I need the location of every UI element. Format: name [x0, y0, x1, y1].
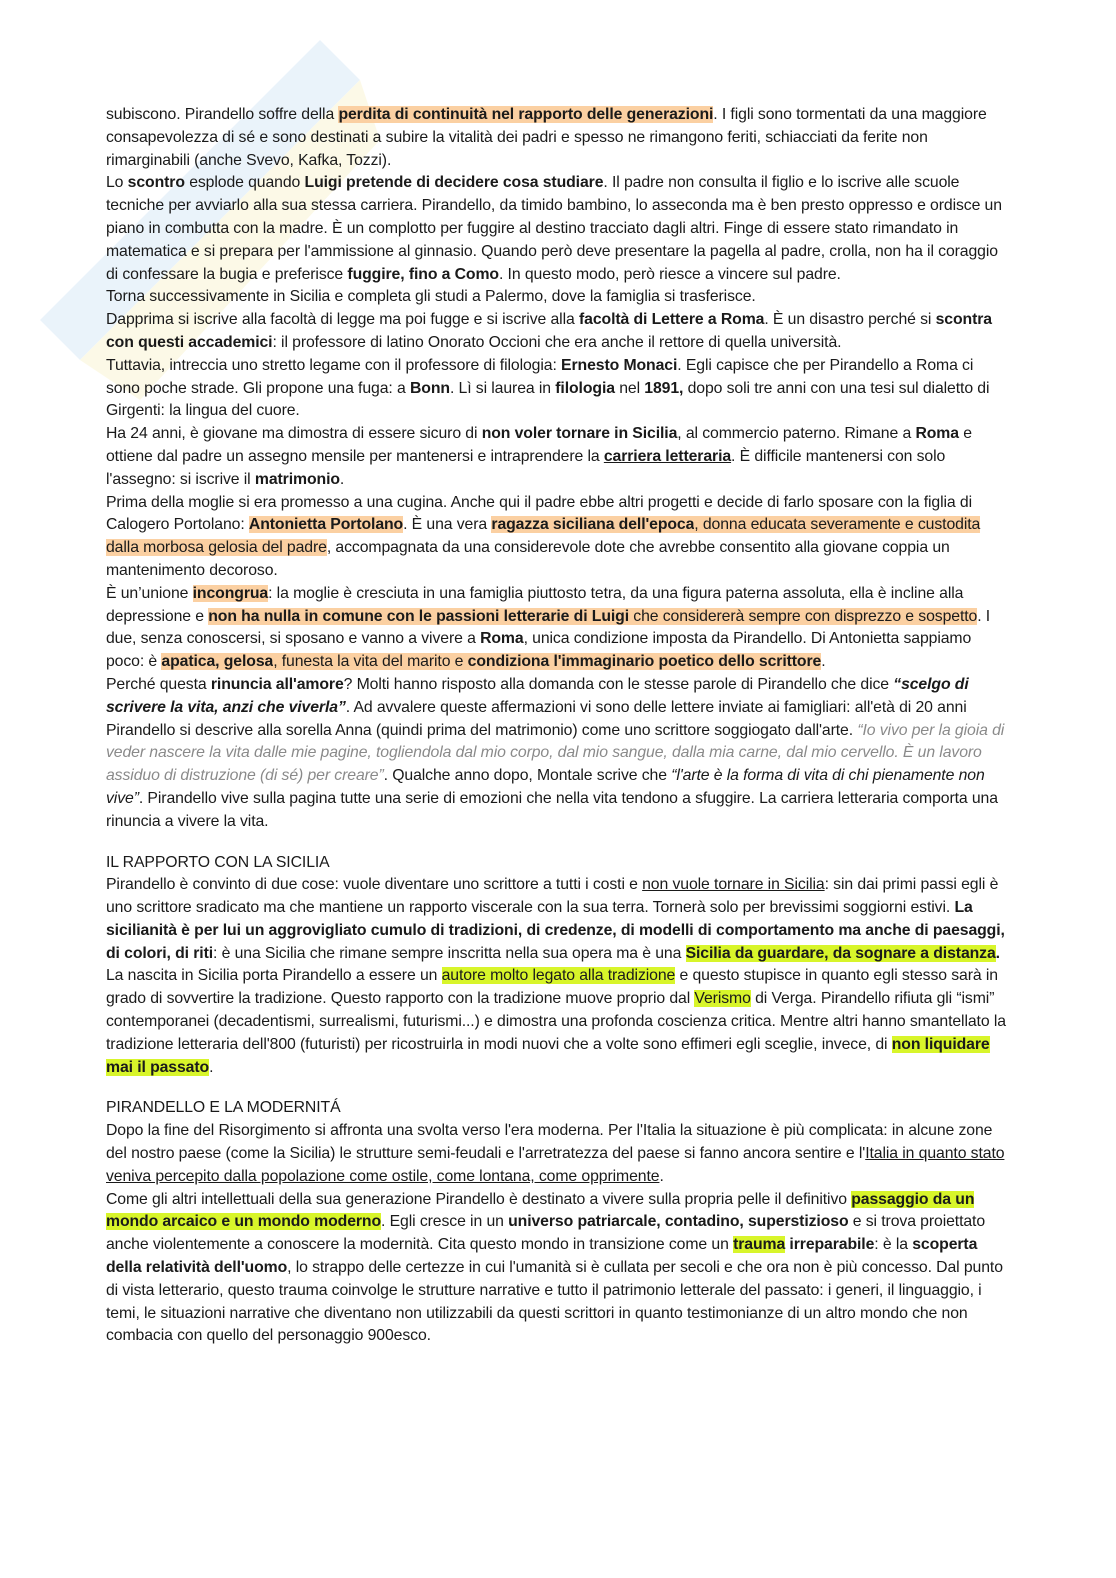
heading-modernita: PIRANDELLO E LA MODERNITÁ [106, 1099, 341, 1117]
spacer [106, 834, 1006, 852]
paragraph-risorgimento: Dopo la fine del Risorgimento si affronta una svolta verso l'era moderna. Per l'Italia la situazione è più complicata: in alcune zone del nostro paese (come la Sicilia) le strutture semi-feudali e l'arretratezza del paese si fanno ancora sentire e l'Italia in quanto stato veniva percepito dalla popolazione come ostile, come lontana, come opprimente. [106, 1122, 1005, 1185]
paragraph-roma: Dapprima si iscrive alla facoltà di legge ma poi fugge e si iscrive alla facoltà di Lettere a Roma. È un disastro perché si scontra con questi accademici: il professore di latino Onorato Occioni che era anche il rettore di quella università. [106, 311, 992, 351]
paragraph-scontro: Lo scontro esplode quando Luigi pretende di decidere cosa studiare. Il padre non consulta il figlio e lo iscrive alle scuole tecniche per avviarlo alla sua stessa carriera. Pirandello, da timido bambino, lo asseconda ma è ben presto oppresso e ordisce un piano in combutta con la madre. È un complotto per fuggire al destino tracciato dagli altri. Finge di essere stato rimandato in matematica e si prepara per l'ammissione al ginnasio. Quando però deve presentare la pagella al padre, crolla, non ha il coraggio di confessare la bugia e preferisce fuggire, fino a Como. In questo modo, però riesce a vincere sul padre. [106, 174, 1002, 283]
paragraph-trauma: Come gli altri intellettuali della sua generazione Pirandello è destinato a vivere sulla propria pelle il definitivo passaggio da un mondo arcaico e un mondo moderno. Egli cresce in un universo patriarcale, contadino, superstizioso e si trova proiettato anche violentemente a conoscere la modernità. Cita questo mondo in transizione come un trauma irreparabile: è la scoperta della relatività dell'uomo, lo strappo delle certezze in cui l'umanità si è cullata per secoli e che ora non è più concesso. Dal punto di vista letterario, questo trauma coinvolge le strutture narrative e tutto il patrimonio letterale del passato: i generi, il linguaggio, i temi, le situazioni narrative che diventano non utilizzabili da questi scrittori in quanto testimonianze di un altro mondo che non combacia con quello del personaggio 900esco. [106, 1190, 1003, 1345]
paragraph-tradizione: La nascita in Sicilia porta Pirandello a essere un autore molto legato alla tradizione e questo stupisce in quanto egli stesso sarà in grado di sovvertire la tradizione. Questo rapporto con la tradizione muove proprio dal Verismo di Verga. Pirandello rifiuta gli “ismi” contemporanei (decadentismi, surrealismi, futurismi...) e dimostra una profonda coscienza critica. Mentre altri hanno smantellato la tradizione letteraria dell'800 (futuristi) per ricostruirla in modi nuovi che a volte sono effimeri egli sceglie, invece, di non liquidare mai il passato. [106, 967, 1006, 1076]
paragraph-generazioni: subiscono. Pirandello soffre della perdita di continuità nel rapporto delle generazioni. I figli sono tormentati da una maggiore consapevolezza di sé e sono destinati a subire la vitalità dei padri e spesso ne rimangono feriti, schiacciati da ferite non rimarginabili (anche Svevo, Kafka, Tozzi). [106, 106, 987, 169]
paragraph-monaci: Tuttavia, intreccia uno stretto legame con il professore di filologia: Ernesto Monaci. Egli capisce che per Pirandello a Roma ci sono poche strade. Gli propone una fuga: a Bonn. Lì si laurea in filologia nel 1891, dopo soli tre anni con una tesi sul dialetto di Girgenti: la lingua del cuore. [106, 356, 990, 420]
spacer [106, 1079, 1006, 1097]
heading-sicilia: IL RAPPORTO CON LA SICILIA [106, 853, 330, 871]
paragraph-rinuncia: Perché questa rinuncia all'amore? Molti hanno risposto alla domanda con le stesse parole di Pirandello che dice “scelgo di scrivere la vita, anzi che viverla”. Ad avvalere queste affermazioni vi sono delle lettere inviate ai famigliari: all'età di 20 anni Pirandello si descrive alla sorella Anna (quindi prima del matrimonio) come uno scrittore soggiogato dall'arte. “Io vivo per la gioia di veder nascere la vita dalle mie pagine, togliendola dal mio corpo, dal mio sangue, dalla mia carne, dal mio cervello. È un lavoro assiduo di distruzione (di sé) per creare”. Qualche anno dopo, Montale scrive che “l'arte è la forma di vita di chi pienamente non vive”. Pirandello vive sulla pagina tutte una serie di emozioni che nella vita tendono a sfuggire. La carriera letteraria comporta una rinuncia a vivere la vita. [106, 675, 1005, 830]
document-page [106, 104, 1006, 1348]
paragraph-carriera: Ha 24 anni, è giovane ma dimostra di essere sicuro di non voler tornare in Sicilia, al commercio paterno. Rimane a Roma e ottiene dal padre un assegno mensile per mantenersi e intraprendere la carriera letteraria. È difficile mantenersi con solo l'assegno: si iscrive il matrimonio. [106, 425, 972, 488]
paragraph-palermo: Torna successivamente in Sicilia e completa gli studi a Palermo, dove la famiglia si trasferisce. [106, 288, 756, 306]
paragraph-unione: È un’unione incongrua: la moglie è cresciuta in una famiglia piuttosto tetra, da una figura paterna assoluta, ella è incline alla depressione e non ha nulla in comune con le passioni letterarie di Luigi che considererà sempre con disprezzo e sospetto. I due, senza conoscersi, si sposano e vanno a vivere a Roma, unica condizione imposta da Pirandello. Di Antonietta sappiamo poco: è apatica, gelosa, funesta la vita del marito e condiziona l'immaginario poetico dello scrittore. [106, 584, 991, 671]
paragraph-moglie: Prima della moglie si era promesso a una cugina. Anche qui il padre ebbe altri progetti e decide di farlo sposare con la figlia di Calogero Portolano: Antonietta Portolano. È una vera ragazza siciliana dell'epoca, donna educata severamente e custodita dalla morbosa gelosia del padre, accompagnata da una considerevole dote che avrebbe consentito alla giovane coppia un mantenimento decoroso. [106, 493, 981, 579]
paragraph-sicilianita: Pirandello è convinto di due cose: vuole diventare uno scrittore a tutti i costi e non vuole tornare in Sicilia: sin dai primi passi egli è uno scrittore sradicato ma che mantiene un rapporto viscerale con la sua terra. Tornerà solo per brevissimi soggiorni estivi. La sicilianità è per lui un aggrovigliato cumulo di tradizioni, di credenze, di modelli di comportamento ma anche di paesaggi, di colori, di riti: è una Sicilia che rimane sempre inscritta nella sua opera ma è una Sicilia da guardare, da sognare a distanza. [106, 876, 1005, 962]
